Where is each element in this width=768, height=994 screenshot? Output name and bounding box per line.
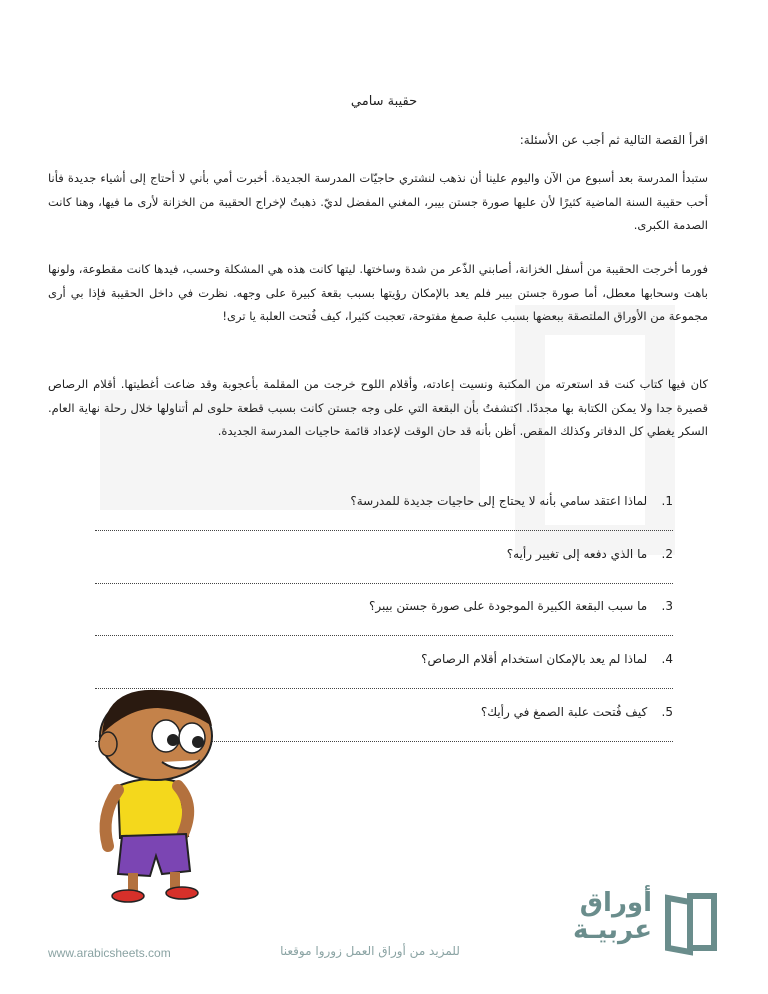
answer-line-2[interactable] <box>95 583 673 584</box>
question-number: 3. <box>661 599 673 613</box>
page-title: حقيبة سامي <box>350 94 418 109</box>
question-text: ما الذي دفعه إلى تغيير رأيه؟ <box>506 547 648 561</box>
question-2 <box>73 547 673 561</box>
question-number: 2. <box>661 547 673 561</box>
logo-line-1: أوراق <box>579 888 652 918</box>
footer-promo: للمزيد من أوراق العمل زوروا موقعنا <box>280 944 460 958</box>
question-3 <box>73 599 673 613</box>
arabic-sheets-logo[interactable] <box>573 886 720 956</box>
book-icon <box>660 886 720 956</box>
answer-line-3[interactable] <box>95 635 673 636</box>
story-paragraph-3: كان فيها كتاب كنت قد استعرته من المكتبة ونسيت إعادته، وأقلام اللوح خرجت من المقلمة بأعجوبة وقد ضاعت أغطيتها. أقلام الرصاص قصيرة جدا ولا يمكن الكتابة بها مجددًا. اكتشفتُ بأن البقعة التي على وجه جستن كانت بسبب قطعة حلوى لم أتناولها خلال رحلة نهاية العام. السكر يغطي كل الدفاتر وكذلك المقص. أظن بأنه قد حان الوقت لإعداد قائمة حاجيات المدرسة الجديدة. <box>48 377 708 438</box>
question-number: 5. <box>661 705 673 719</box>
footer-url[interactable]: www.arabicsheets.com <box>48 946 171 960</box>
instructions: اقرأ القصة التالية ثم أجب عن الأسئلة: <box>519 133 708 147</box>
story-paragraph-2: فورما أخرجت الحقيبة من أسفل الخزانة، أصابني الذّعر من شدة وساختها. ليتها كانت هذه هي المشكلة وحسب، فيدها كانت مقطوعة، ولونها باهت وسحابها معطل، أما صورة جستن بيبر فلم يعد بالإمكان رؤيتها بسبب بقعة كبيرة على وجهه. نظرت في داخل الحقيبة فإذا بي أرى مجموعة من الأوراق الملتصقة ببعضها بسبب علبة صمغ مفتوحة، تعجبت كثيرا، كيف فُتحت العلبة يا ترى! <box>48 262 708 323</box>
question-number: 4. <box>661 652 673 666</box>
question-4 <box>73 652 673 666</box>
question-text: كيف فُتحت علبة الصمغ في رأيك؟ <box>480 705 648 719</box>
cartoon-boy-illustration <box>78 686 238 906</box>
question-number: 1. <box>661 494 673 508</box>
question-1 <box>73 494 673 508</box>
question-text: لماذا لم يعد بالإمكان استخدام أقلام الرصاص؟ <box>421 652 648 666</box>
question-text: لماذا اعتقد سامي بأنه لا يحتاج إلى حاجيات جديدة للمدرسة؟ <box>350 494 648 508</box>
story-paragraph-1: ستبدأ المدرسة بعد أسبوع من الآن واليوم علينا أن نذهب لنشتري حاجيّات المدرسة الجديدة. أخبرت أمي بأني لا أحتاج إلى أشياء جديدة فأنا أحب حقيبة السنة الماضية كثيرًا لأن عليها صورة جستن بيبر، المغني المفضل لديّ. ذهبتُ لإخراج الحقيبة من الخزانة لأرى ما فيها، وهنا كانت الصدمة الكبرى. <box>48 171 708 232</box>
logo-line-2: عربيـة <box>573 915 652 945</box>
answer-line-1[interactable] <box>95 530 673 531</box>
question-text: ما سبب البقعة الكبيرة الموجودة على صورة جستن بيبر؟ <box>369 599 648 613</box>
